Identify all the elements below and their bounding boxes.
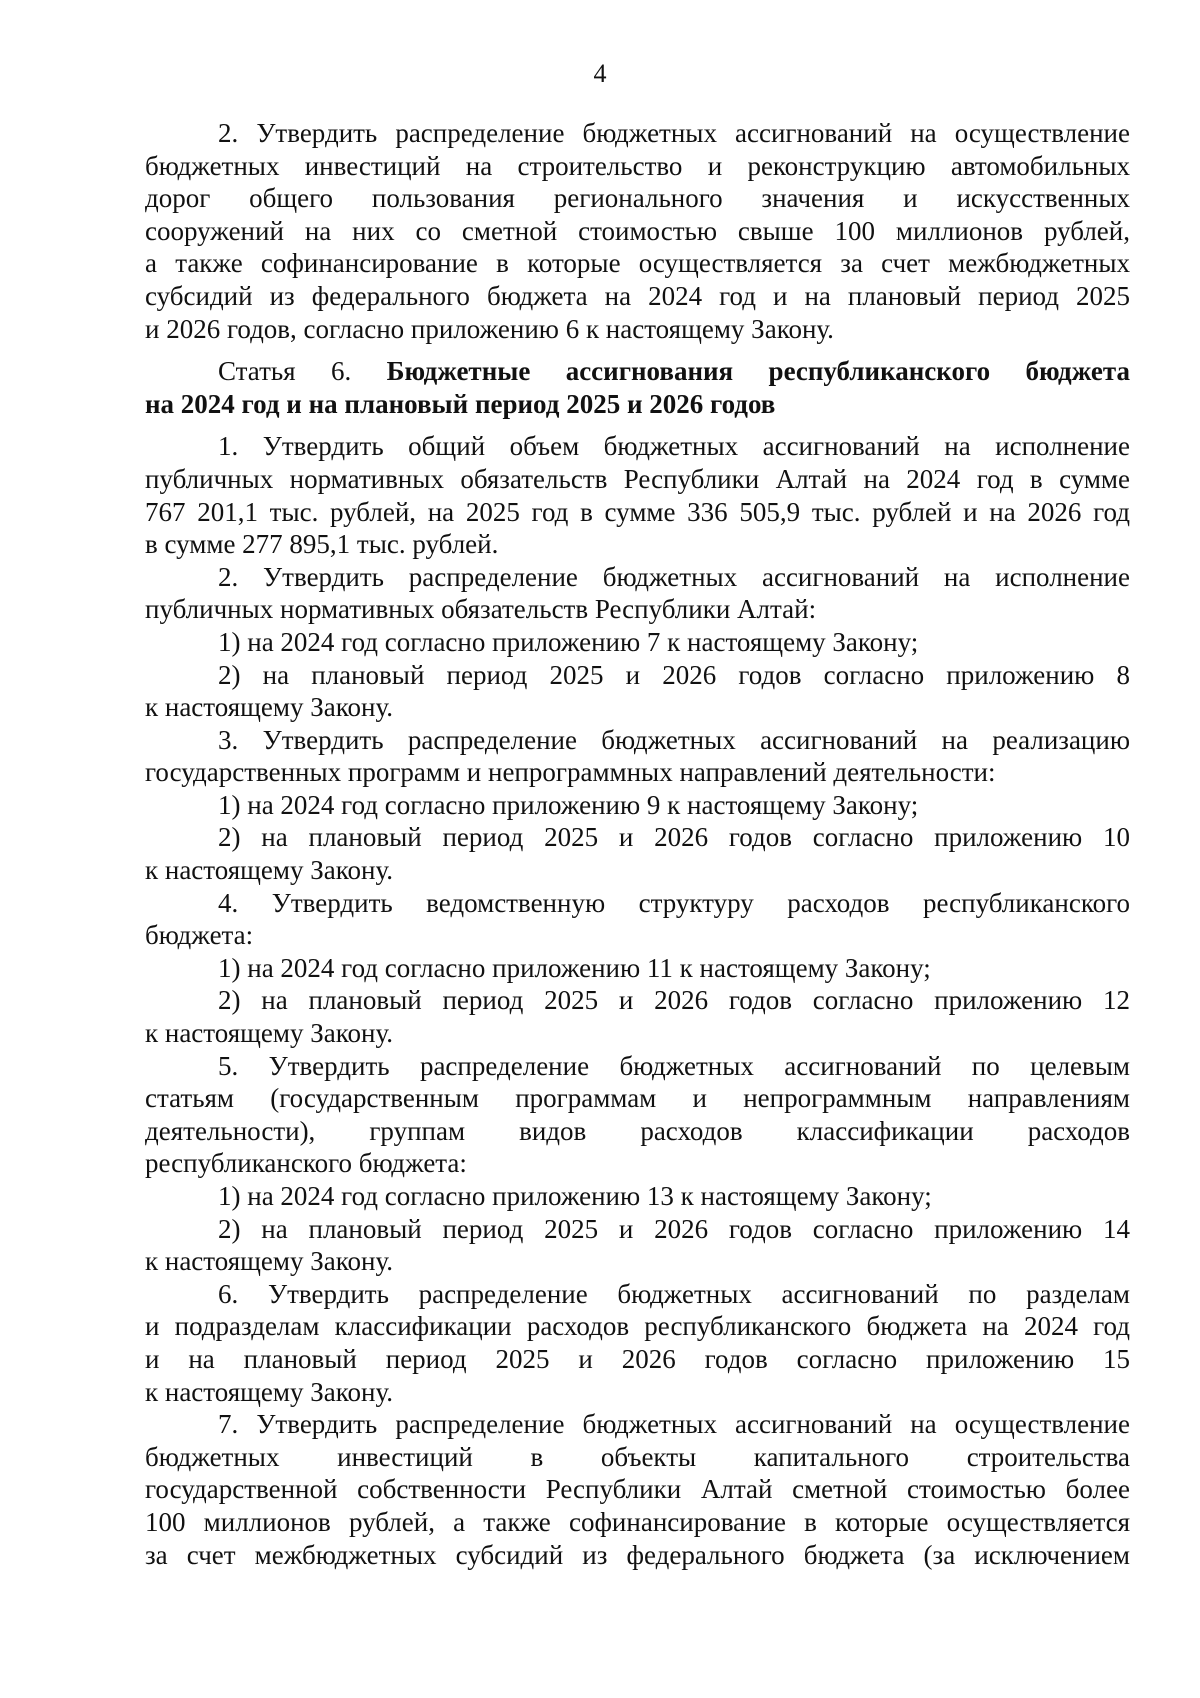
text-line: 1. Утвердить общий объем бюджетных ассигнований на исполнение xyxy=(218,431,1130,462)
text-line: к настоящему Закону. xyxy=(145,1018,393,1049)
text-line: к настоящему Закону. xyxy=(145,855,393,886)
text-line: 2) на плановый период 2025 и 2026 годов согласно приложению 12 xyxy=(218,985,1130,1016)
text-line: субсидий из федерального бюджета на 2024 год и на плановый период 2025 xyxy=(145,280,1130,311)
text-line: бюджетных инвестиций в объекты капитального строительства xyxy=(145,1441,1130,1472)
text-line: к настоящему Закону. xyxy=(145,1376,393,1407)
text-line: 2) на плановый период 2025 и 2026 годов согласно приложению 10 xyxy=(218,822,1130,853)
text-line: 7. Утвердить распределение бюджетных ассигнований на осуществление xyxy=(218,1409,1130,1440)
text-line: 5. Утвердить распределение бюджетных ассигнований по целевым xyxy=(218,1050,1130,1081)
text-line: публичных нормативных обязательств Республики Алтай: xyxy=(145,594,817,625)
text-line: 2. Утвердить распределение бюджетных ассигнований на исполнение xyxy=(218,561,1130,592)
text-line: государственных программ и непрограммных направлений деятельности: xyxy=(145,757,996,788)
text-line: а также софинансирование в которые осуществляется за счет межбюджетных xyxy=(145,248,1130,279)
text-line: 4. Утвердить ведомственную структуру расходов республиканского xyxy=(218,887,1130,918)
article5-item2 xyxy=(145,117,1130,345)
heading-line xyxy=(145,355,1130,388)
article6-item3-sub1 xyxy=(145,789,1130,822)
text-line: государственной собственности Республики Алтай сметной стоимостью более xyxy=(145,1474,1130,1505)
text-line: 100 миллионов рублей, а также софинансирование в которые осуществляется xyxy=(145,1506,1130,1537)
article6-item3-sub2 xyxy=(145,821,1130,886)
text-line: к настоящему Закону. xyxy=(145,1246,393,1277)
article6-item5 xyxy=(145,1050,1130,1180)
text-line: бюджетных инвестиций на строительство и реконструкцию автомобильных xyxy=(145,150,1130,181)
text-line: за счет межбюджетных субсидий из федерального бюджета (за исключением xyxy=(145,1539,1130,1570)
article6-item2-sub1 xyxy=(145,626,1130,659)
text-line: в сумме 277 895,1 тыс. рублей. xyxy=(145,529,499,560)
article-label: Статья 6. xyxy=(218,356,352,387)
text-line: деятельности), группам видов расходов классификации расходов xyxy=(145,1115,1130,1146)
text-line: 6. Утвердить распределение бюджетных ассигнований по разделам xyxy=(218,1278,1130,1309)
text-line: и на плановый период 2025 и 2026 годов согласно приложению 15 xyxy=(145,1343,1130,1374)
text-line: и 2026 годов, согласно приложению 6 к настоящему Закону. xyxy=(145,313,834,344)
article6-heading xyxy=(145,355,1130,420)
article6-item2 xyxy=(145,561,1130,626)
article6-item3 xyxy=(145,724,1130,789)
text-line: сооружений на них со сметной стоимостью свыше 100 миллионов рублей, xyxy=(145,215,1130,246)
text-line: дорог общего пользования регионального значения и искусственных xyxy=(145,183,1130,214)
article6-item7 xyxy=(145,1408,1130,1571)
article6-item1 xyxy=(145,430,1130,560)
text-line: 1) на 2024 год согласно приложению 7 к настоящему Закону; xyxy=(218,626,919,657)
text-line: 2) на плановый период 2025 и 2026 годов согласно приложению 8 xyxy=(218,659,1130,690)
article6-item5-sub1 xyxy=(145,1180,1130,1213)
article6-item2-sub2 xyxy=(145,659,1130,724)
text-line: к настоящему Закону. xyxy=(145,692,393,723)
text-line: 2) на плановый период 2025 и 2026 годов согласно приложению 14 xyxy=(218,1213,1130,1244)
text-line: 1) на 2024 год согласно приложению 9 к настоящему Закону; xyxy=(218,789,919,820)
text-line: 2. Утвердить распределение бюджетных ассигнований на осуществление xyxy=(218,118,1130,148)
text-line: 767 201,1 тыс. рублей, на 2025 год в сумме 336 505,9 тыс. рублей и на 2026 год xyxy=(145,496,1130,527)
article-title: Бюджетные ассигнования республиканского бюджета xyxy=(386,356,1130,387)
text-line: статьям (государственным программам и непрограммным направлениям xyxy=(145,1083,1130,1114)
document-body xyxy=(145,117,1130,1571)
text-line: 1) на 2024 год согласно приложению 11 к настоящему Закону; xyxy=(218,952,931,983)
article-title-line2: на 2024 год и на плановый период 2025 и 2026 годов xyxy=(145,388,776,419)
text-line: и подразделам классификации расходов республиканского бюджета на 2024 год xyxy=(145,1311,1130,1342)
page-number: 4 xyxy=(593,59,607,88)
article6-item4 xyxy=(145,887,1130,952)
article6-item5-sub2 xyxy=(145,1213,1130,1278)
text-line: бюджета: xyxy=(145,920,254,951)
article6-item4-sub2 xyxy=(145,984,1130,1049)
article6-item4-sub1 xyxy=(145,952,1130,985)
text-line: 1) на 2024 год согласно приложению 13 к настоящему Закону; xyxy=(218,1181,932,1211)
article6-item6 xyxy=(145,1278,1130,1408)
text-line: 3. Утвердить распределение бюджетных ассигнований на реализацию xyxy=(218,724,1130,755)
text-line: республиканского бюджета: xyxy=(145,1148,467,1179)
text-line: публичных нормативных обязательств Республики Алтай на 2024 год в сумме xyxy=(145,463,1130,494)
